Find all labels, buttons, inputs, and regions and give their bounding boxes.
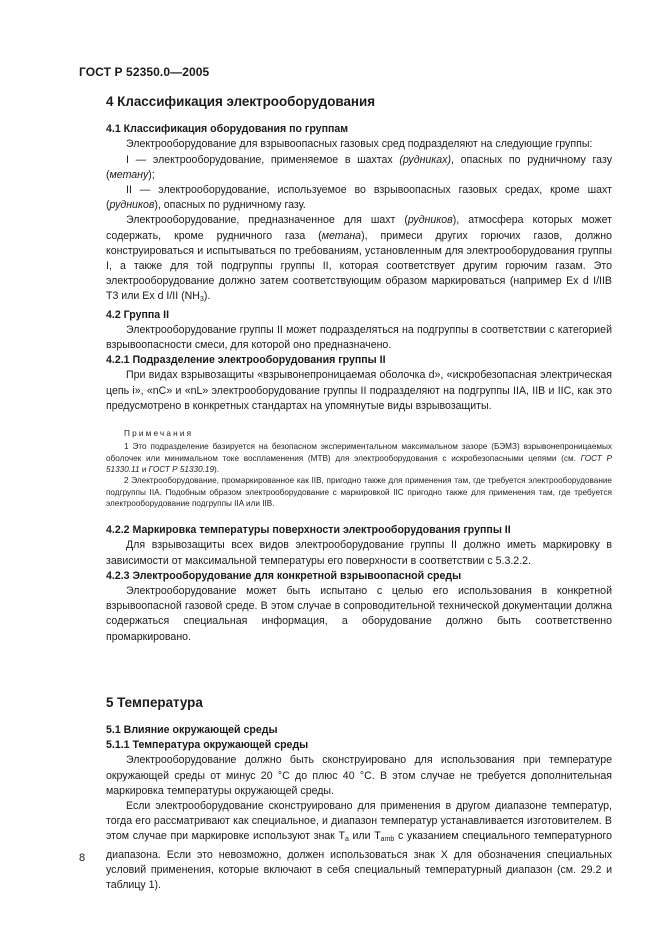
group-i-paragraph: I — электрооборудование, применяемое в шахтах (рудниках), опасных по рудничному газу (метану); [106,153,612,181]
notes-title: Примечания [124,429,194,439]
section-4-2-text: Электрооборудование группы II может подразделяться на подгруппы в соответствии с категорией взрывоопасности смеси, для которой оно предназначено. [106,323,612,352]
section-4-heading: 4 Классификация электрооборудования [106,94,376,109]
section-5-1-1-paragraph-2: Если электрооборудование сконструировано для применения в другом диапазоне температур, тогда его рассматривают как специальное, и диапазон температур устанавливается изготовителем. В этом случае при маркировке используют знак $T_a$ или $T_{amb}$ с указанием специального температурного диапазона. Если это невозможно, должен использоваться знак X для обозначения специальных условий применения, которые включают в себя специальный температурный диапазон (см. 29.2 и таблицу 1). [106,799,613,891]
section-4-2-1-heading: 4.2.1 Подразделение электрооборудования группы II [106,354,386,367]
section-5-1-heading: 5.1 Влияние окружающей среды [106,723,278,736]
notes-block [106,428,612,509]
section-4-2-2-text: Для взрывозащиты всех видов электрооборудование группы II должно иметь маркировку в зависимости от максимальной температуры его поверхности в соответствии с 5.3.2.2. [106,539,612,567]
note-1: 1 Это подразделение базируется на безопасном экспериментальном максимальном зазоре (БЭМЗ) взрывонепроницаемых оболочек или минимальном токе воспламенения (МТВ) для электрооборудования с искробезопасными цепями (см. ГОСТ Р 51330.11 и ГОСТ Р 51330.19). [106,442,612,474]
document-body [106,88,612,893]
mining-equipment-paragraph: Электрооборудование, предназначенное для шахт (рудников), атмосфера которых может содержать, кроме рудничного газа (метана), примеси других горючих газов, должно конструироваться и испытываться по требованиям, установленным для электрооборудования группы I, а также для той подгруппы группы II, которая соответствует другим горючим газам. Это электрооборудование должно затем соответствующим образом маркироваться (например Ex d I/IIB T3 или Ex d I/II $(NH_3)$. [106,214,612,304]
page-number: 8 [79,852,86,864]
section-4-2-3-heading: 4.2.3 Электрооборудование для конкретной взрывоопасной среды [106,569,462,582]
document-header: ГОСТ Р 52350.0—2005 [79,65,210,79]
section-5-1-1-heading: 5.1.1 Температура окружающей среды [106,739,309,752]
section-4-1-heading: 4.1 Классификация оборудования по группам [106,123,349,136]
section-4-2-2-heading: 4.2.2 Маркировка температуры поверхности электрооборудования группы II [106,524,511,537]
section-5-heading: 5 Температура [106,694,203,710]
group-ii-paragraph: II — электрооборудование, используемое во взрывоопасных газовых средах, кроме шахт (рудников), опасных по рудничному газу. [106,184,612,212]
section-4-1-intro: Электрооборудование для взрывоопасных газовых сред подразделяют на следующие группы: [126,138,593,151]
section-5-1-1-paragraph-1: Электрооборудование должно быть сконструировано для использования при температуре окружающей среды от минус 20 °С до плюс 40 °С. В этом случае не требуется дополнительная маркировка температуры окружающей среды. [106,754,612,797]
section-4-2-heading: 4.2 Группа II [106,308,170,321]
note-2: 2 Электрооборудование, промаркированное как IIB, пригодно также для применения там, где требуется электрооборудование подгруппы IIA. Подобным образом электрооборудование с маркировкой IIC пригодно также для применения там, где требуется электрооборудование подгруппы IIA или IIB. [106,476,612,508]
section-4-2-3-text: Электрооборудование может быть испытано с целью его использования в конкретной взрывоопасной газовой среде. В этом случае в сопроводительной технической документации должна содержаться специальная информация, а оборудование должно быть соответственно промаркировано. [106,584,612,643]
section-4-2-1-text: При видах взрывозащиты «взрывонепроницаемая оболочка d», «искробезопасная электрическая цепь i», «nC» и «nL» электрооборудование группы II подразделяют на подгруппы IIA, IIB и IIC, как это предусмотрено в конкретных стандартах на упомянутые виды взрывозащиты. [106,369,612,412]
